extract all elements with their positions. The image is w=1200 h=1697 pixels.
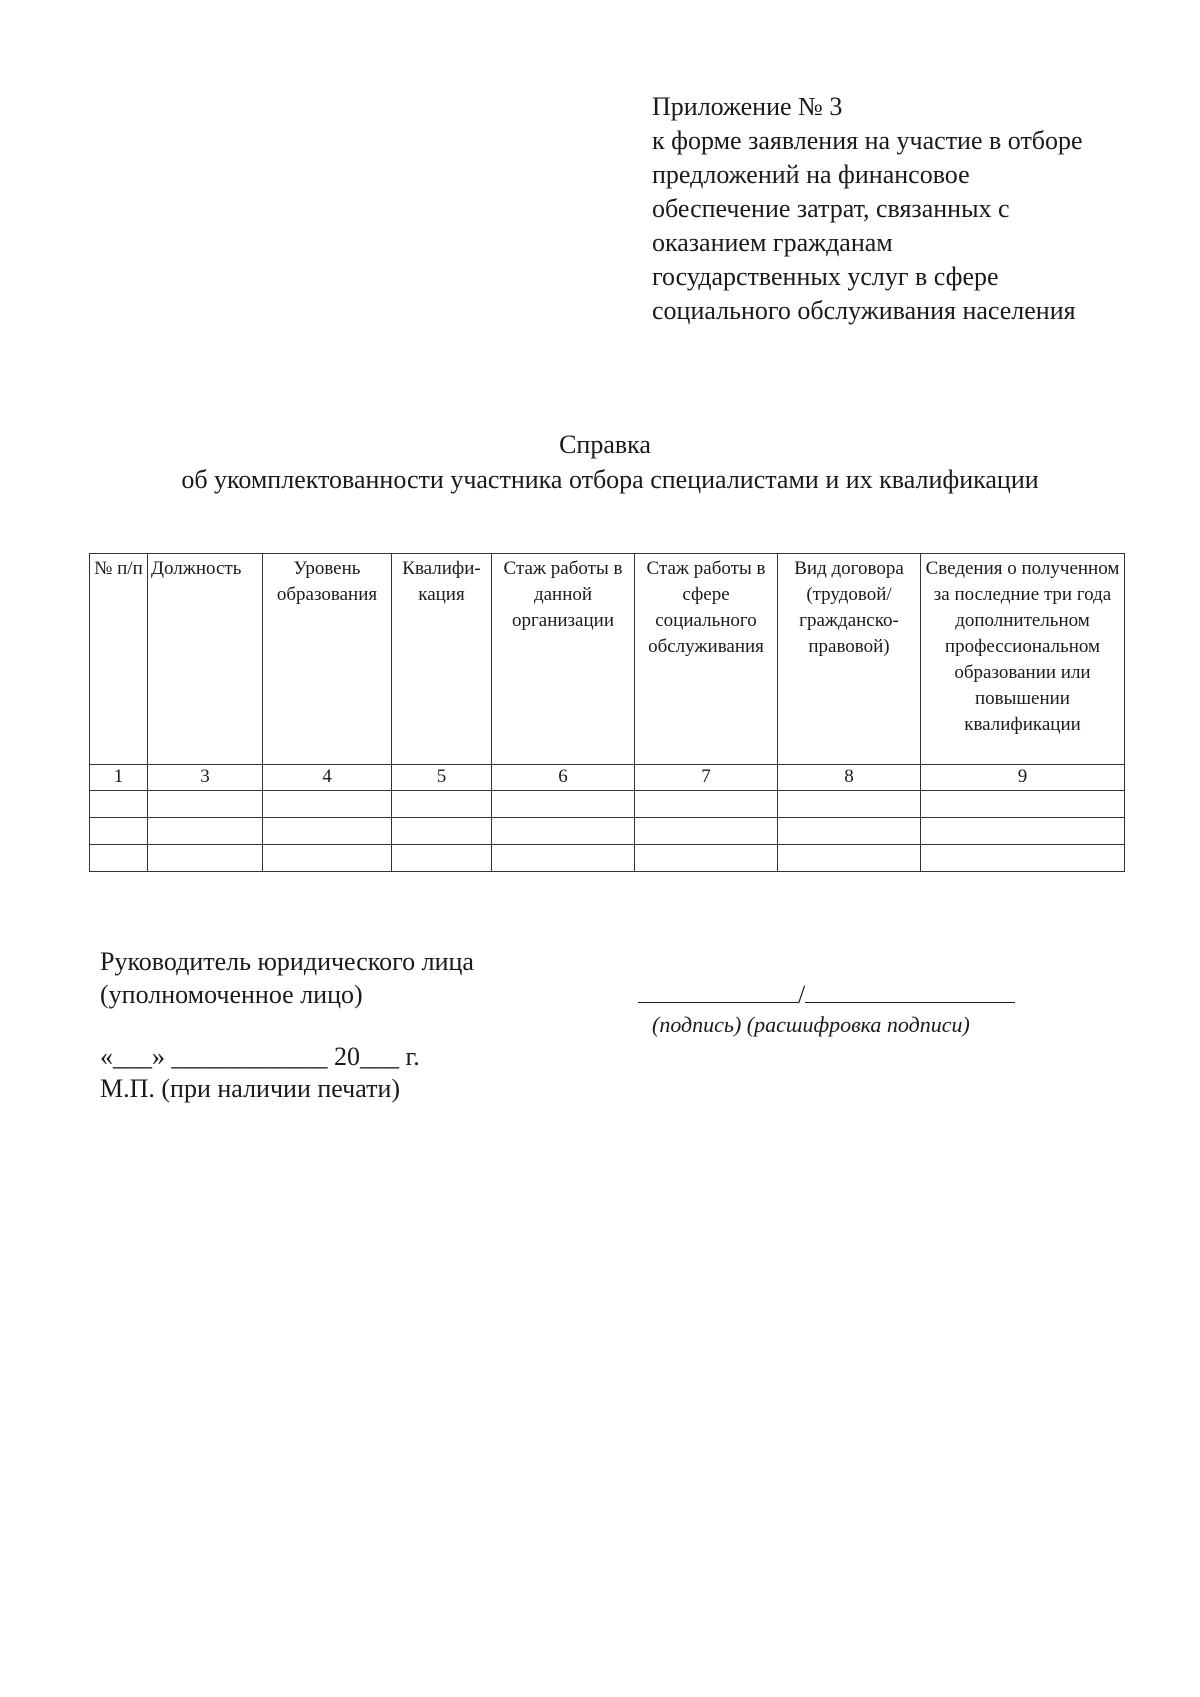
- table-cell[interactable]: [148, 818, 263, 845]
- signature-decoding-field[interactable]: [805, 980, 1015, 1003]
- number-cell: 5: [392, 765, 492, 791]
- table-cell[interactable]: [778, 845, 921, 872]
- number-cell: 7: [635, 765, 778, 791]
- table-cell[interactable]: [921, 818, 1125, 845]
- header-cell-training: Сведения о полученном за последние три года дополнительном профессиональном образовании или повышении квалификации: [921, 554, 1125, 765]
- table-cell[interactable]: [778, 818, 921, 845]
- table-cell[interactable]: [263, 818, 392, 845]
- table-cell[interactable]: [635, 845, 778, 872]
- table-cell[interactable]: [148, 845, 263, 872]
- table-cell[interactable]: [90, 791, 148, 818]
- table-cell[interactable]: [90, 845, 148, 872]
- table-row: [90, 791, 1125, 818]
- appendix-line: государственных услуг в сфере: [652, 262, 999, 291]
- table-cell[interactable]: [492, 845, 635, 872]
- number-cell: 1: [90, 765, 148, 791]
- table-cell[interactable]: [392, 818, 492, 845]
- table-cell[interactable]: [392, 845, 492, 872]
- table-cell[interactable]: [778, 791, 921, 818]
- number-cell: 9: [921, 765, 1125, 791]
- appendix-line: Приложение № 3: [652, 92, 843, 121]
- number-cell: 8: [778, 765, 921, 791]
- table-cell[interactable]: [921, 845, 1125, 872]
- authorized-person-label: (уполномоченное лицо): [100, 980, 363, 1009]
- signature-separator: /: [798, 980, 806, 1009]
- appendix-line: социального обслуживания населения: [652, 296, 1076, 325]
- table-row: [90, 845, 1125, 872]
- header-cell-contract-type: Вид договора (трудовой/ гражданско-правовой): [778, 554, 921, 765]
- table-cell[interactable]: [392, 791, 492, 818]
- appendix-line: предложений на финансовое: [652, 160, 970, 189]
- table-cell[interactable]: [492, 791, 635, 818]
- table-cell[interactable]: [90, 818, 148, 845]
- header-cell-experience-social: Стаж работы в сфере социального обслуживания: [635, 554, 778, 765]
- header-cell-number: № п/п: [90, 554, 148, 765]
- table-cell[interactable]: [635, 818, 778, 845]
- number-cell: 4: [263, 765, 392, 791]
- appendix-line: оказанием гражданам: [652, 228, 893, 257]
- header-cell-experience-org: Стаж работы в данной организации: [492, 554, 635, 765]
- header-cell-education: Уровень образования: [263, 554, 392, 765]
- table-cell[interactable]: [635, 791, 778, 818]
- date-line[interactable]: «___» ____________ 20___ г.: [100, 1042, 420, 1071]
- number-cell: 6: [492, 765, 635, 791]
- head-of-entity-label: Руководитель юридического лица: [100, 947, 474, 976]
- table-cell[interactable]: [921, 791, 1125, 818]
- stamp-label: М.П. (при наличии печати): [100, 1074, 401, 1103]
- signature-caption: (подпись) (расшифровка подписи): [652, 1012, 970, 1037]
- table-cell[interactable]: [263, 845, 392, 872]
- document-subtitle: об укомплектованности участника отбора специалистами и их квалификации: [181, 465, 1039, 494]
- header-cell-qualification: Квалифи-кация: [392, 554, 492, 765]
- table-cell[interactable]: [148, 791, 263, 818]
- header-cell-position: Должность: [148, 554, 263, 765]
- appendix-line: обеспечение затрат, связанных с: [652, 194, 1010, 223]
- signature-field[interactable]: [638, 980, 798, 1003]
- staff-table: [89, 553, 1125, 872]
- table-cell[interactable]: [492, 818, 635, 845]
- appendix-line: к форме заявления на участие в отборе: [652, 126, 1083, 155]
- document-title: Справка: [559, 430, 651, 459]
- number-cell: 3: [148, 765, 263, 791]
- table-header-row: [90, 554, 1125, 765]
- table-row: [90, 818, 1125, 845]
- appendix-block: [652, 90, 1172, 328]
- table-number-row: [90, 765, 1125, 791]
- table-cell[interactable]: [263, 791, 392, 818]
- signature-line[interactable]: [638, 978, 1015, 1012]
